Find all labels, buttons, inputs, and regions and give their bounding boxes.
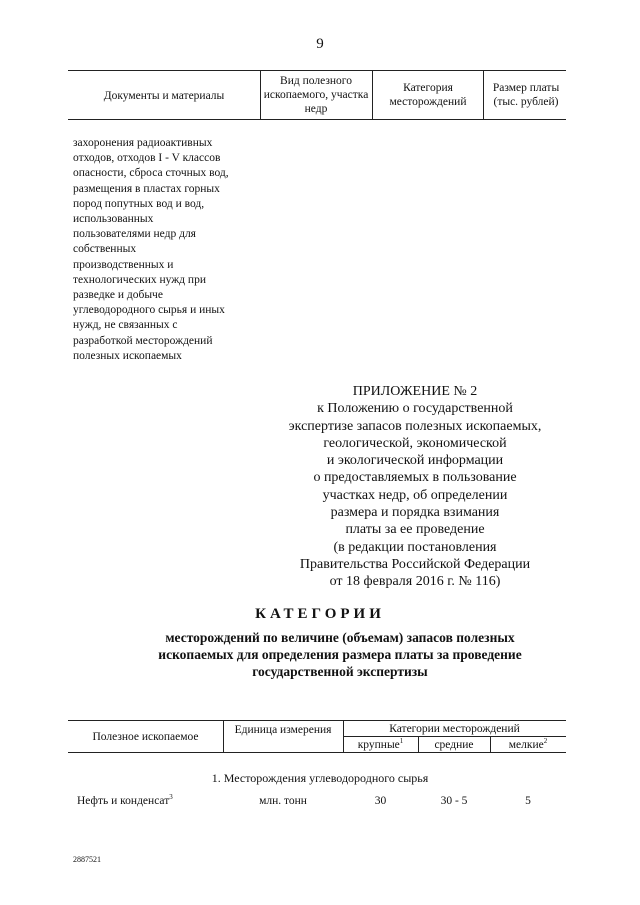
col-mineral: Полезное ископаемое	[92, 731, 199, 743]
footnote-mark: 2	[543, 737, 548, 746]
footnote-mark: 3	[169, 793, 173, 802]
appendix-line: (в редакции постановления	[333, 539, 497, 555]
appendix-block	[250, 383, 580, 591]
table-rule-top	[68, 720, 566, 721]
table-divider	[260, 70, 261, 119]
appendix-title: ПРИЛОЖЕНИЕ № 2	[352, 384, 478, 399]
header-documents: Документы и материалы	[103, 90, 225, 102]
table-rule-bottom	[68, 119, 566, 120]
appendix-line: геологической, экономической	[323, 435, 507, 451]
text-line: пород попутных вод и вод,	[73, 197, 205, 210]
section-heading: 1. Месторождения углеводородного сырья	[211, 771, 429, 785]
text-line: пользователями недр для	[73, 228, 196, 241]
appendix-line: о предоставляемых в пользование	[313, 470, 517, 486]
sub-small: мелкие$^2$	[508, 737, 548, 751]
row-large: 30	[374, 795, 387, 807]
appendix-line: от 18 февраля 2016 г. № 116)	[329, 574, 501, 590]
categories-title: КАТЕГОРИИ	[255, 606, 385, 622]
text-line: разведке и добыче	[73, 289, 163, 302]
appendix-line: к Положению о государственной	[317, 401, 513, 417]
text-line: отходов, отходов I - V классов	[73, 152, 221, 165]
subtitle-line: месторождений по величине (объемам) запасов полезных	[165, 630, 515, 645]
categories-subtitle	[60, 629, 620, 680]
table-divider	[483, 70, 484, 119]
subtitle-line: ископаемых для определения размера платы за проведение	[158, 647, 522, 662]
col-categories: Категории месторождений	[389, 723, 520, 735]
appendix-line: Правительства Российской Федерации	[299, 556, 531, 572]
table-rule-bottom	[68, 752, 566, 753]
appendix-line: размера и порядка взимания	[330, 505, 500, 521]
row-medium: 30 - 5	[440, 795, 468, 807]
text-line: опасности, сброса сточных вод,	[73, 167, 229, 180]
table-rule-mid	[343, 736, 566, 737]
document-code: 2887521	[73, 855, 101, 864]
table-divider	[223, 720, 224, 752]
table-divider	[372, 70, 373, 119]
table-rule-top	[68, 70, 566, 71]
appendix-line: экспертизе запасов полезных ископаемых,	[288, 418, 542, 434]
text-line: производственных и	[73, 258, 174, 271]
continued-text	[73, 136, 273, 364]
header-fee-size: Размер платы (тыс. рублей)	[492, 82, 560, 108]
text-line: собственных	[73, 243, 137, 256]
row-mineral: Нефть и конденсат$^3$	[77, 793, 173, 807]
text-line: размещения в пластах горных	[73, 182, 220, 195]
text-line: разработкой месторождений	[73, 334, 213, 347]
subtitle-line: государственной экспертизы	[252, 664, 428, 679]
row-small: 5	[525, 795, 531, 807]
text-line: технологических нужд при	[73, 273, 206, 286]
footnote-mark: 1	[399, 737, 404, 746]
page-number: 9	[316, 36, 324, 52]
text-line: полезных ископаемых	[73, 349, 182, 362]
col-unit: Единица измерения	[234, 724, 332, 736]
text-line: использованных	[73, 213, 154, 226]
appendix-line: платы за ее проведение	[345, 522, 485, 538]
text-line: захоронения радиоактивных	[73, 137, 213, 149]
appendix-line: участках недр, об определении	[322, 487, 508, 503]
appendix-line: и экологической информации	[326, 453, 504, 469]
text-line: углеводородного сырья и иных	[73, 304, 225, 317]
row-unit: млн. тонн	[259, 795, 307, 807]
header-mineral-type: Вид полезного ископаемого, участка недр	[263, 75, 369, 115]
header-deposit-category: Категория месторождений	[389, 82, 467, 108]
sub-medium: средние	[434, 739, 474, 751]
sub-large: крупные$^1$	[357, 737, 404, 751]
text-line: нужд, не связанных с	[73, 319, 178, 332]
